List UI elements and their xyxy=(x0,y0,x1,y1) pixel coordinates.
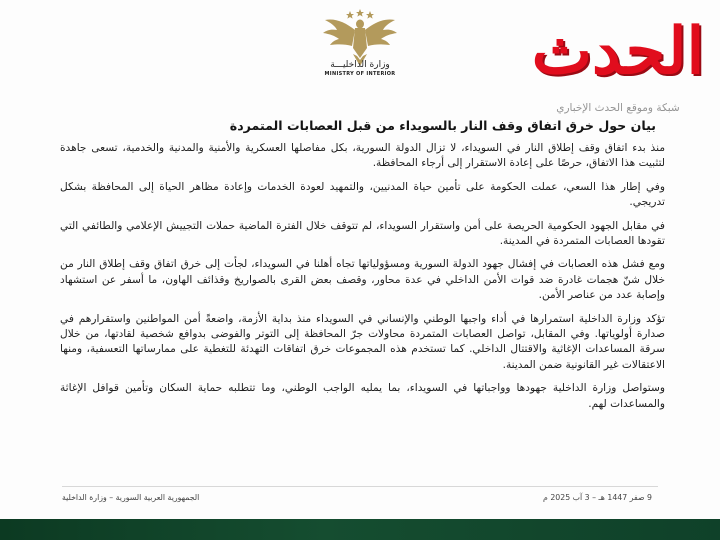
watermark-logo-text: الحدث xyxy=(531,14,705,89)
ministry-name-arabic: وزارة الداخليـــة xyxy=(330,60,390,70)
paragraph: ومع فشل هذه العصابات في إفشال جهود الدولة السورية ومسؤولياتها تجاه أهلنا في السويداء، لجأت إلى خرق اتفاق وقف إطلاق النار من خلال شنّ هجمات غادرة ضد قوات الأمن الداخلي في عدة محاور، وقصف بعض القرى بالصواريخ وقذائف الهاون، ما أسفر عن استشهاد وإصابة عدد من عناصر الأمن. xyxy=(60,258,665,302)
watermark-logo xyxy=(520,10,716,130)
watermark-site-text: شبكة وموقع الحدث الإخباري xyxy=(556,102,680,114)
paragraph: منذ بدء اتفاق وقف إطلاق النار في السويداء، لا تزال الدولة السورية، بكل مفاصلها العسكرية والأمنية والمدنية والخدمية، تسعى جاهدة لتثبيت هذا الاتفاق، حرصًا على إعادة الاستقرار إلى أرجاء المحافظة. xyxy=(60,142,665,170)
paragraph: في مقابل الجهود الحكومية الحريصة على أمن واستقرار السويداء، لم تتوقف خلال الفترة الماضية حملات التجييش الإعلامي والطائفي التي تقودها العصابات المتمردة في المدينة. xyxy=(60,219,665,248)
paragraph: تؤكد وزارة الداخلية استمرارها في أداء واجبها الوطني والإنساني في السويداء منذ بداية الأزمة، واضعةً أمن المواطنين واستقرارهم في صدارة أولوياتها. وفي المقابل، تواصل العصابات المتمردة محاولات جرّ المحافظة إلى التوتر والفوضى بدوافع شخصية لقادتها، من خلال سرقة المساعدات الإغاثية والاقتتال الداخلي. كما تستخدم هذه المجموعات خرق اتفاقات التهدئة للتغطية على ممارساتها التعسفية، ومنها الاعتقالات غير القانونية ضمن المدينة. xyxy=(60,312,665,371)
footer-date: 9 صفر 1447 هـ – 3 آب 2025 م xyxy=(543,493,652,502)
footer-organization: الجمهورية العربية السورية – وزارة الداخلية xyxy=(62,493,200,502)
footer-divider xyxy=(62,486,658,487)
paragraph: وفي إطار هذا السعي، عملت الحكومة على تأمين حياة المدنيين، والتمهيد لعودة الخدمات وإعادة مظاهر الحياة إلى المحافظة بشكل تدريجي. xyxy=(60,180,665,209)
bottom-green-band xyxy=(0,519,720,540)
statement-body xyxy=(60,141,665,420)
eagle-emblem-icon xyxy=(305,8,415,68)
paragraph: وستواصل وزارة الداخلية جهودها وواجباتها في السويداء، بما يمليه الواجب الوطني، وما تتطلبه حماية السكان وتأمين قوافل الإغاثة والمساعدات لهم. xyxy=(60,382,665,410)
ministry-name-english: MINISTRY OF INTERIOR xyxy=(324,71,396,77)
statement-title: بيان حول خرق اتفاق وقف النار بالسويداء من قبل العصابات المتمردة xyxy=(229,118,656,133)
